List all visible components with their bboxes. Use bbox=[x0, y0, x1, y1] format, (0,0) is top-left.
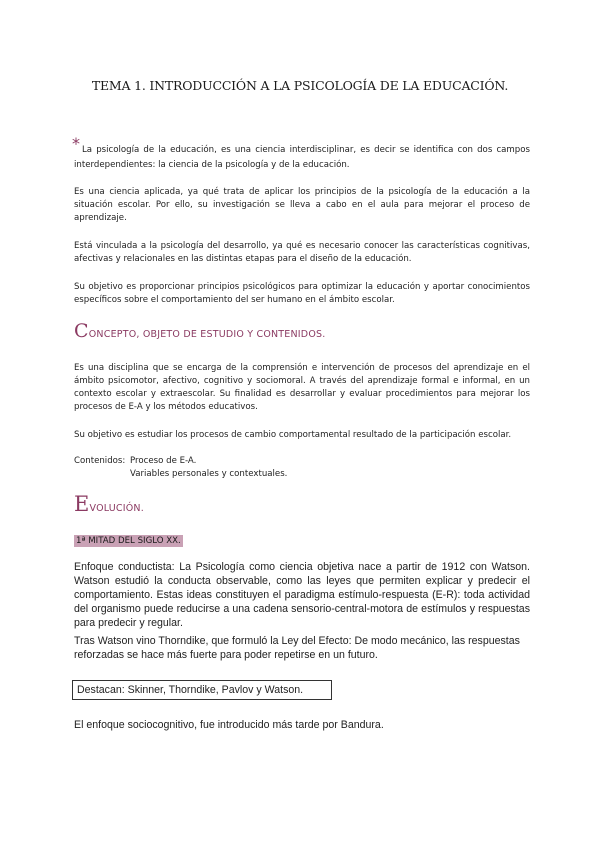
intro-paragraph-2: Es una ciencia aplicada, ya qué trata de aplicar los principios de la psicología de la educación a la situación escolar. Por ello, su investigación se lleva a cabo en el aula para mejorar el proceso de aprendizaje. bbox=[74, 187, 530, 223]
section-heading-initial: E bbox=[74, 492, 90, 516]
document-title: TEMA 1. INTRODUCCIÓN A LA PSICOLOGÍA DE LA EDUCACIÓN. bbox=[91, 78, 509, 93]
contents-item-1 bbox=[74, 455, 530, 468]
subheading-highlight: 1ª MITAD DEL SIGLO XX. bbox=[76, 536, 181, 546]
intro-paragraph-1: La psicología de la educación, es una ciencia interdisciplinar, es decir se identifica con dos campos interdependientes: la ciencia de la psicología y de la educación. bbox=[74, 145, 530, 170]
section-heading-text: VOLUCIÓN. bbox=[89, 503, 144, 514]
evolucion-paragraph-1: Enfoque conductista: La Psicología como ciencia objetiva nace a partir de 1912 con Watson. Watson estudió la conducta observable, como las leyes que permiten explicar y predecir el comportamiento. Estas ideas constituyen el paradigma estímulo-respuesta (E-R): toda actividad del organismo puede reducirse a una cadena sensorio-central-motora de estímulos y respuestas para predecir y regular. bbox=[74, 561, 530, 629]
contents-label: Contenidos: bbox=[74, 456, 126, 466]
highlight-box: Destacan: Skinner, Thorndike, Pavlov y Watson. bbox=[72, 680, 332, 700]
section-heading-evolucion bbox=[74, 492, 144, 516]
section-heading-initial: C bbox=[74, 320, 89, 342]
section-heading-text: ONCEPTO, OBJETO DE ESTUDIO Y CONTENIDOS. bbox=[88, 329, 326, 340]
concepto-paragraph-1: Es una disciplina que se encarga de la comprensión e intervención de procesos del aprendizaje en el ámbito psicomotor, afectivo, cognitivo y sociomoral. A través del aprendizaje formal e informal, en un contexto escolar y extraescolar. Su finalidad es desarrollar y evaluar procedimientos para mejorar los procesos de E-A y los métodos educativos. bbox=[74, 363, 530, 412]
contents-list bbox=[74, 455, 530, 481]
intro-paragraph-4: Su objetivo es proporcionar principios psicológicos para optimizar la educación y aportar conocimientos específicos sobre el comportamiento del ser humano en el ámbito escolar. bbox=[74, 282, 530, 305]
contents-item-2: Variables personales y contextuales. bbox=[130, 469, 288, 479]
intro-paragraph-3: Está vinculada a la psicología del desarrollo, ya qué es necesario conocer las características cognitivas, afectivas y relacionales en las distintas etapas para el diseño de la educación. bbox=[74, 241, 530, 264]
evolucion-paragraph-3: El enfoque sociocognitivo, fue introducido más tarde por Bandura. bbox=[74, 719, 384, 731]
asterisk-icon: * bbox=[72, 134, 80, 153]
evolucion-paragraph-2: Tras Watson vino Thorndike, que formuló la Ley del Efecto: De modo mecánico, las respuestas reforzadas se hace más fuerte para poder repetirse en un futuro. bbox=[74, 635, 520, 661]
concepto-paragraph-2: Su objetivo es estudiar los procesos de cambio comportamental resultado de la participación escolar. bbox=[74, 430, 512, 440]
contents-item-1-text: Proceso de E-A. bbox=[130, 456, 197, 466]
section-heading-concepto bbox=[74, 320, 325, 342]
